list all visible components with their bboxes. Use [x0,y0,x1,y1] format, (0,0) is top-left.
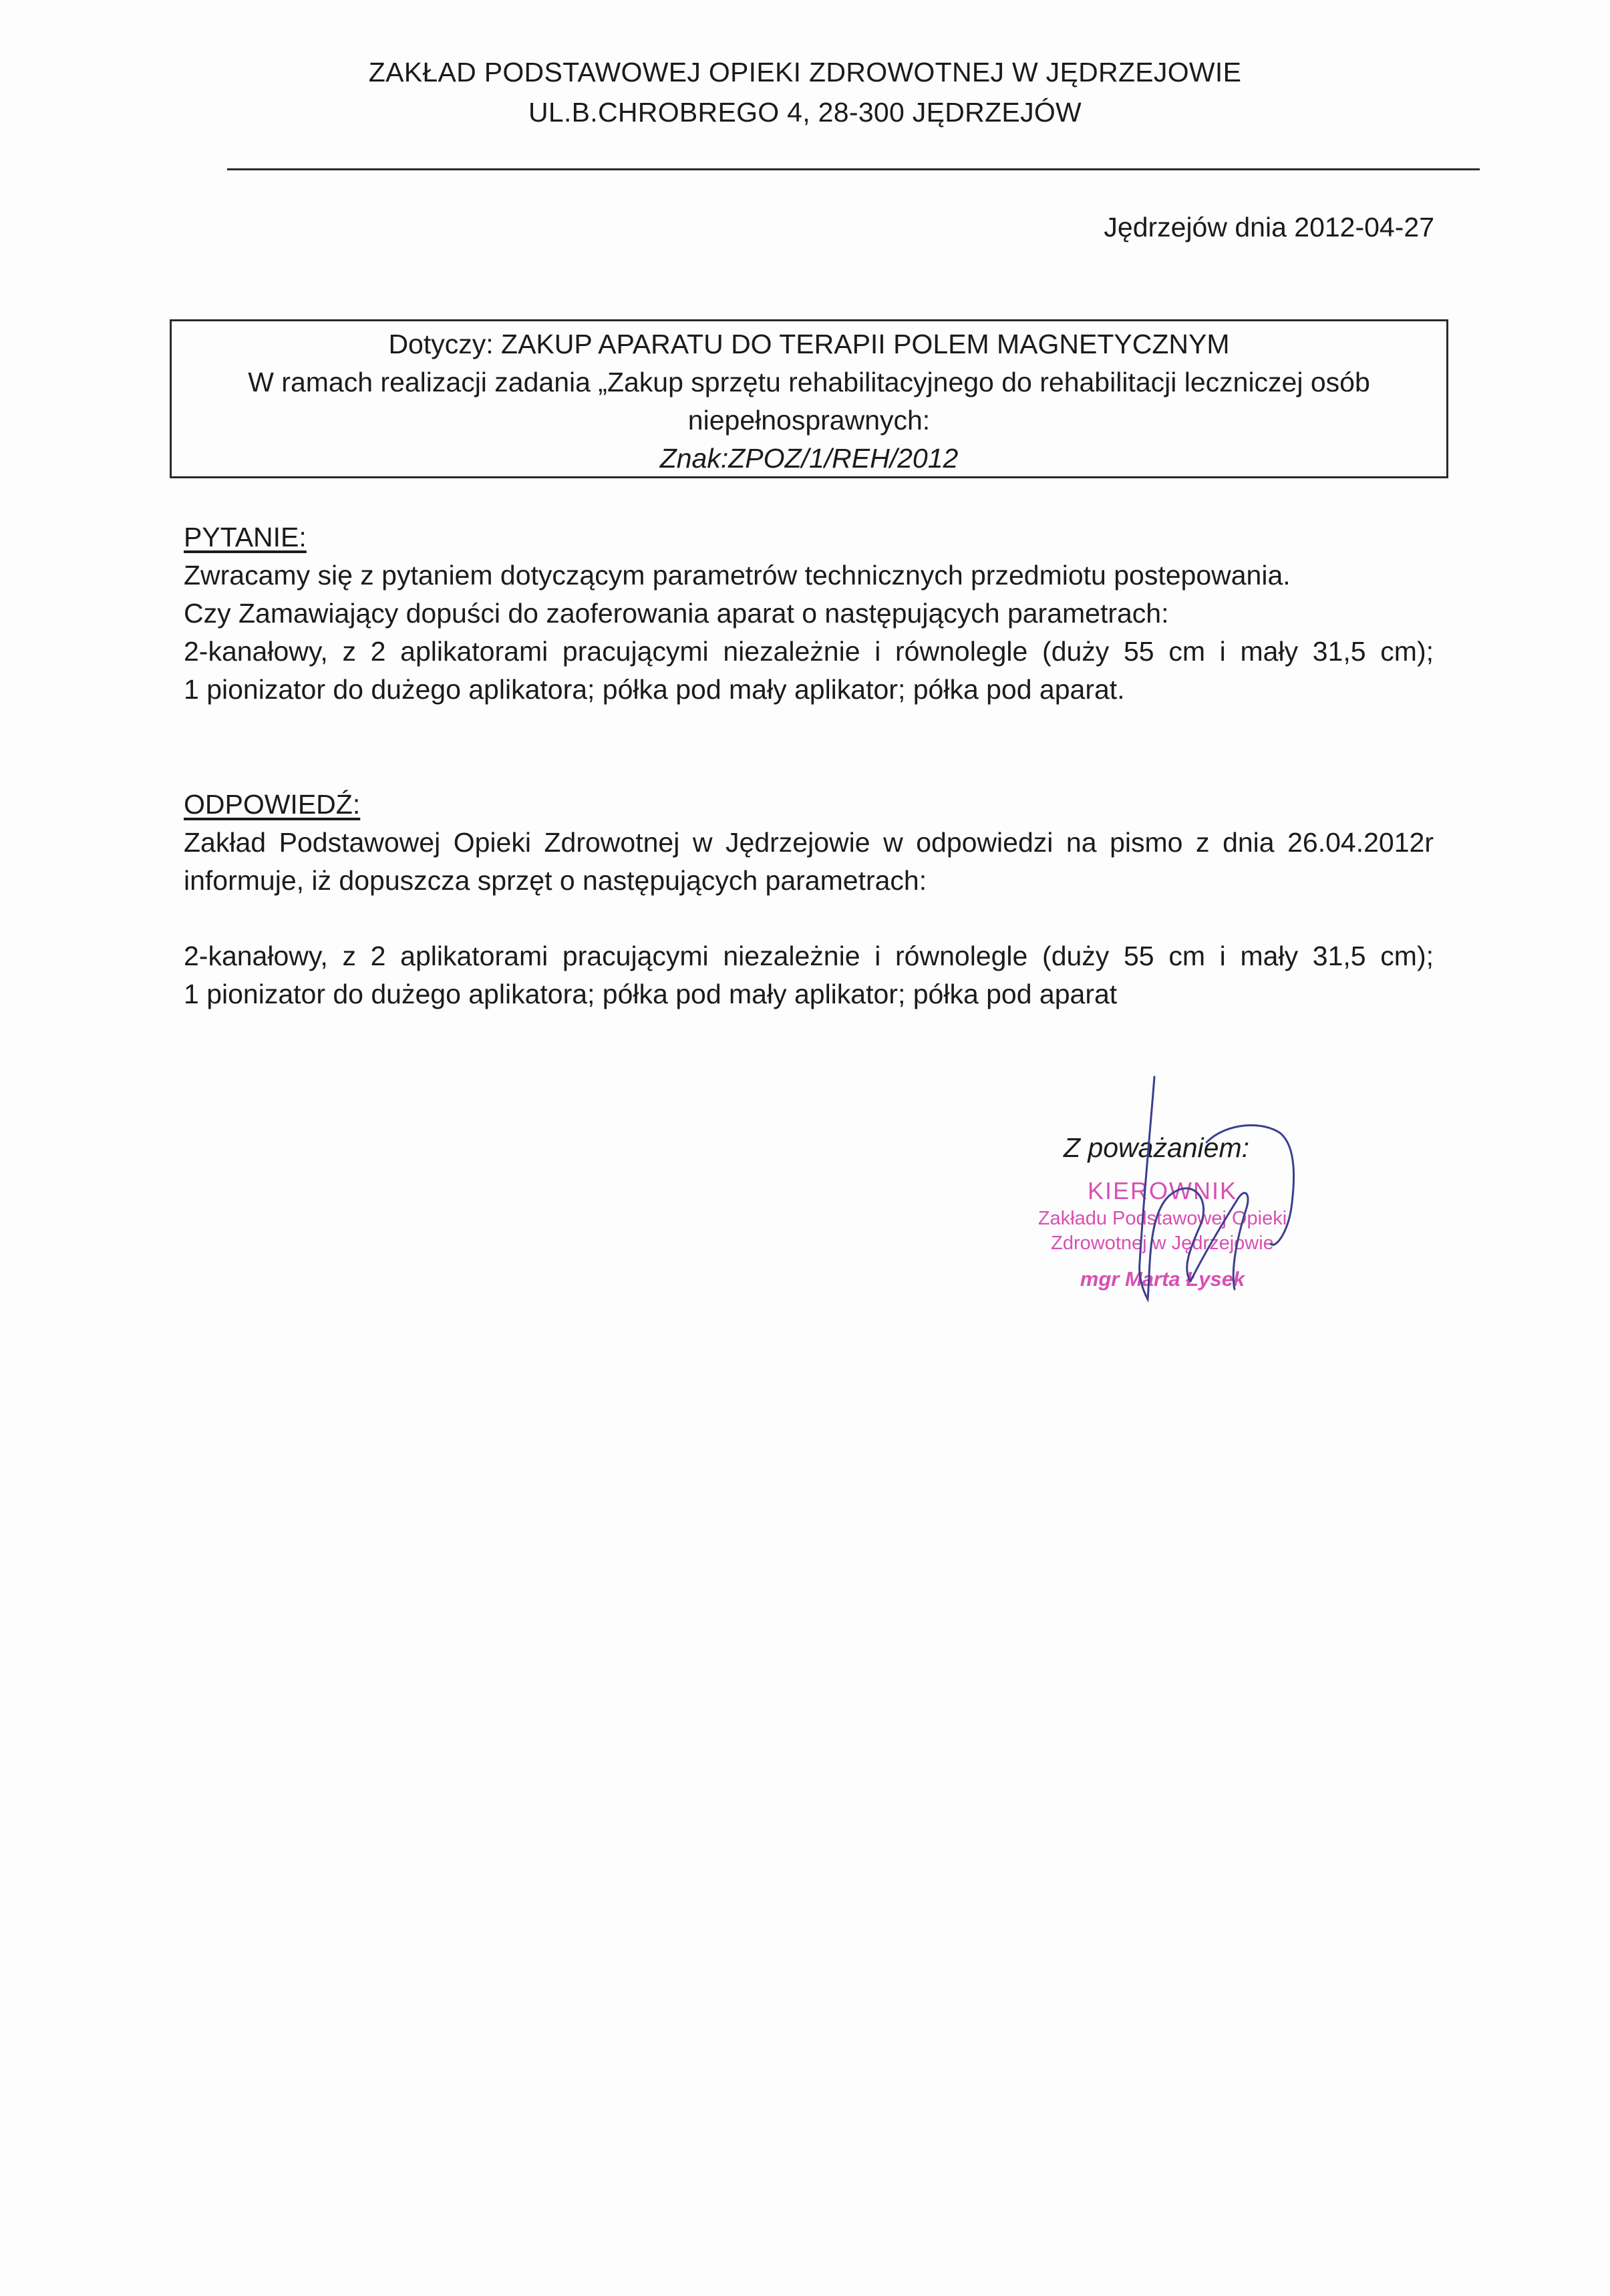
stamp-line: Zdrowotnej w Jędrzejowie [1051,1233,1274,1254]
closing-salutation: Z poważaniem: [1064,1132,1250,1163]
answer-parameters [184,937,1434,1013]
question-line: 2-kanałowy, z 2 aplikatorami pracującymi niezależnie i równolegle (duży 55 cm i mały 31,5 cm); [184,636,1434,667]
answer-line: 1 pionizator do dużego aplikatora; półka pod mały aplikator; półka pod aparat [184,979,1118,1009]
question-line: Zwracamy się z pytaniem dotyczącym parametrów technicznych przedmiotu postepowania. [184,560,1291,591]
institution-address: UL.B.CHROBREGO 4, 28-300 JĘDRZEJÓW [528,97,1082,128]
letterhead [0,52,1610,132]
stamp-line: Zakładu Podstawowej Opieki [1037,1208,1287,1229]
subject-task-line: W ramach realizacji zadania „Zakup sprzętu rehabilitacyjnego do rehabilitacji leczniczej osób [248,367,1370,397]
reference-number: Znak:ZPOZ/1/REH/2012 [659,443,959,474]
letterhead-divider [227,168,1480,170]
stamp-name: mgr Marta Łysek [1080,1267,1245,1291]
answer-line: informuje, iż dopuszcza sprzęt o następujących parametrach: [184,865,927,896]
answer-line: 2-kanałowy, z 2 aplikatorami pracującymi niezależnie i równolegle (duży 55 cm i mały 31,5 cm); [184,941,1434,971]
subject-task-line-cont: niepełnosprawnych: [687,405,931,436]
institution-name: ZAKŁAD PODSTAWOWEJ OPIEKI ZDROWOTNEJ W JĘDRZEJOWIE [368,57,1242,88]
answer-line: Zakład Podstawowej Opieki Zdrowotnej w Jędrzejowie w odpowiedzi na pismo z dnia 26.04.2012r [184,827,1434,858]
question-section [184,518,1434,709]
document-date: Jędrzejów dnia 2012-04-27 [1104,212,1434,242]
answer-section [184,786,1434,900]
stamp-title: KIEROWNIK [1087,1177,1237,1204]
question-line: 1 pionizator do dużego aplikatora; półka pod mały aplikator; półka pod aparat. [184,674,1125,705]
subject-title: Dotyczy: ZAKUP APARATU DO TERAPII POLEM MAGNETYCZNYM [388,329,1230,359]
handwritten-signature [1069,1069,1363,1336]
subject-box [170,319,1448,478]
question-heading: PYTANIE: [184,522,307,552]
answer-heading: ODPOWIEDŹ: [184,789,361,820]
question-line: Czy Zamawiający dopuści do zaoferowania aparat o następujących parametrach: [184,598,1169,629]
